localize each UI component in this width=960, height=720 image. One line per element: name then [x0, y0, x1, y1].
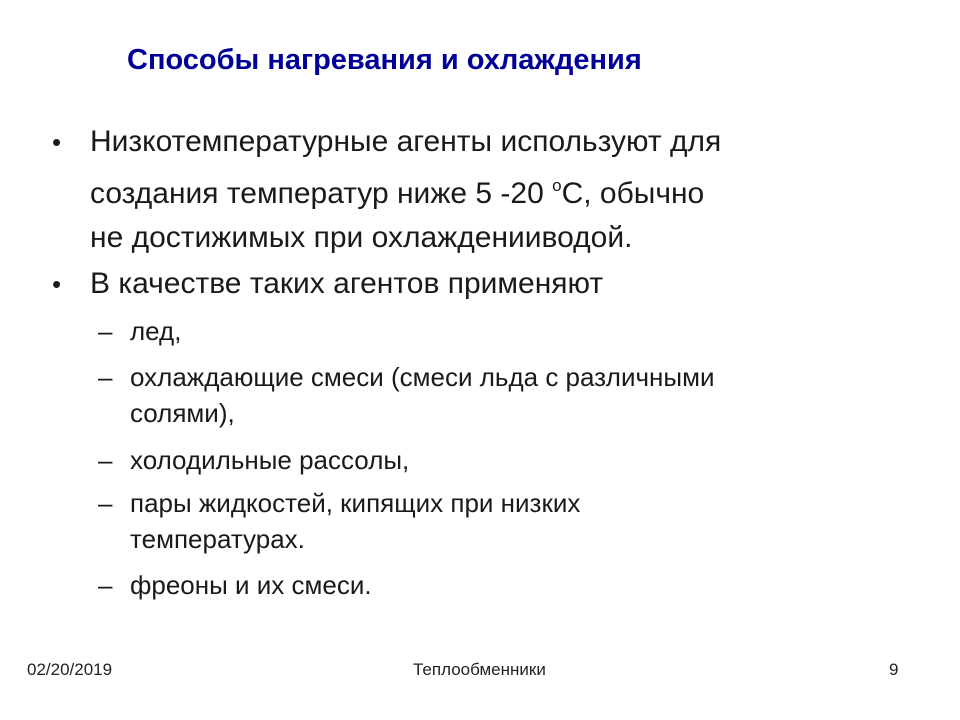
dash-marker: –	[98, 488, 113, 518]
bullet-line	[90, 164, 912, 216]
footer-title: Теплообменники	[413, 660, 546, 679]
sub-list-text	[130, 313, 898, 349]
sub-list-line: фреоны и их смеси.	[130, 570, 372, 600]
sub-list-line: солями),	[130, 398, 235, 428]
dash-marker: –	[98, 570, 113, 600]
page-number: 9	[889, 660, 899, 679]
bullet-line-part: создания температур ниже 5 -20	[90, 177, 553, 210]
bullet-item	[52, 120, 912, 260]
dash-marker: –	[98, 362, 113, 392]
sub-list-line: охлаждающие смеси (смеси льда с различными	[130, 362, 715, 392]
bullet-line-part: С, обычно	[561, 177, 705, 210]
slide-title: Способы нагревания и охлаждения	[127, 44, 642, 76]
sub-list-item	[98, 359, 898, 431]
footer-date: 02/20/2019	[27, 660, 113, 679]
sub-list-line: холодильные рассолы,	[130, 445, 410, 475]
sub-list-text	[130, 442, 898, 478]
sub-list-text	[130, 567, 898, 603]
bullet-text	[90, 120, 912, 260]
degree-superscript: o	[552, 176, 562, 195]
bullet-marker: •	[52, 127, 62, 157]
bullet-line: Низкотемпературные агенты используют для	[90, 125, 722, 158]
sub-list-item	[98, 442, 898, 478]
sub-list-text	[130, 485, 898, 557]
sub-list-text	[130, 359, 898, 431]
sub-list-item	[98, 485, 898, 557]
bullet-item	[52, 262, 912, 306]
sub-list-item	[98, 567, 898, 603]
sub-list-line: лед,	[130, 316, 182, 346]
sub-list-line: температурах.	[130, 524, 305, 554]
dash-marker: –	[98, 316, 113, 346]
bullet-line: не достижимых при охлажденииводой.	[90, 221, 633, 254]
bullet-marker: •	[52, 269, 62, 299]
bullet-text: В качестве таких агентов применяют	[90, 267, 604, 300]
sub-list-item	[98, 313, 898, 349]
sub-list-line: пары жидкостей, кипящих при низких	[130, 488, 581, 518]
dash-marker: –	[98, 445, 113, 475]
